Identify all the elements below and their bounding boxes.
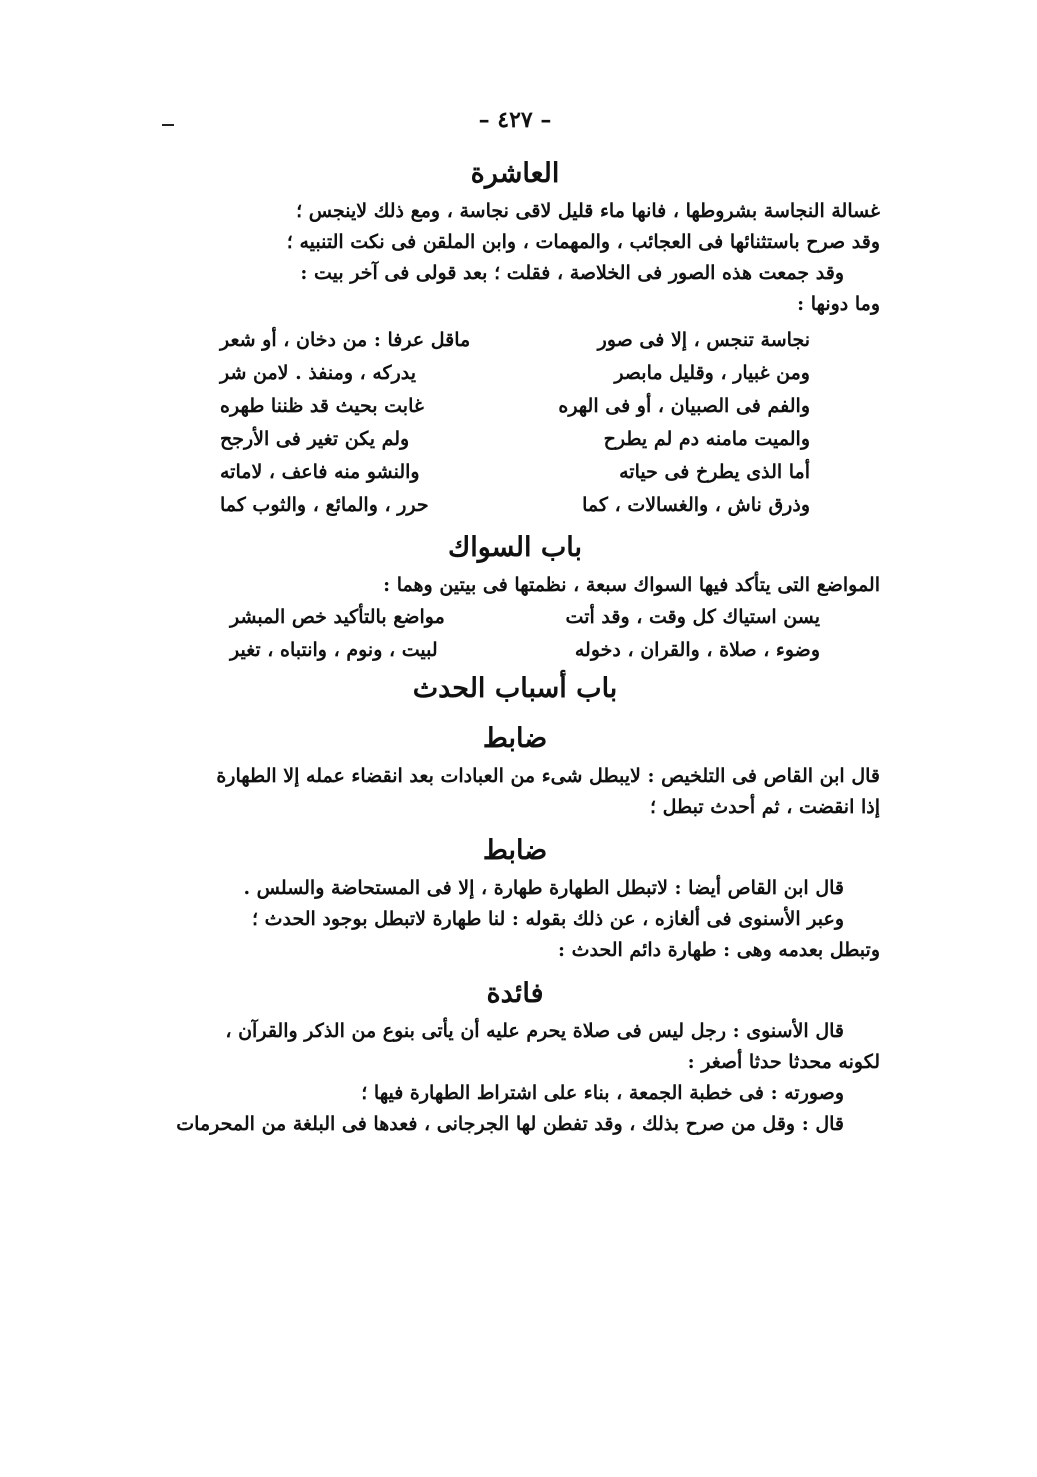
verse-line (230, 601, 820, 634)
section-heading-dabit-2: ضابط (482, 835, 548, 866)
verse-first-hemistich: وضوء ، صلاة ، والقران ، دخوله (574, 639, 820, 661)
verse-second-hemistich: غابت بحيث قد ظننا طهره (220, 395, 424, 417)
verse-second-hemistich: ولم يكن تغير فى الأرجح (220, 428, 410, 450)
verse-first-hemistich: وذرق ناش ، والغسالات ، كما (582, 494, 810, 516)
verse-first-hemistich: والفم فى الصبيان ، أو فى الهره (558, 395, 810, 417)
text-line: قال ابن القاص فى التلخيص : لايبطل شىء من العبادات بعد انقضاء عمله إلا الطهارة (216, 765, 880, 787)
section-heading-siwak: باب السواك (447, 532, 583, 563)
text-line: وقد صرح باستثنائها فى العجائب ، والمهمات ، وابن الملقن فى نكت التنبيه ؛ (286, 231, 880, 253)
verse-first-hemistich: أما الذى يطرخ فى حياته (619, 461, 810, 483)
verse-line (220, 324, 810, 357)
verse-second-hemistich: ماقل عرفا : من دخان ، أو شعر (220, 329, 471, 351)
text-line: المواضع التى يتأكد فيها السواك سبعة ، نظمتها فى بيتين وهما : (383, 574, 880, 596)
text-line: قال : وقل من صرح بذلك ، وقد تفطن لها الجرجانى ، فعدها فى البلغة من المحرمات (176, 1113, 844, 1135)
verse-second-hemistich: لبيت ، ونوم ، وانتباه ، تغير (230, 639, 438, 661)
verse-line (220, 423, 810, 456)
verse-line (220, 357, 810, 390)
verse-first-hemistich: والميت مامنه دم لم يطرح (603, 428, 810, 450)
verse-line (230, 634, 820, 667)
page-number: – ٤٢٧ – (478, 107, 552, 133)
verse-line (220, 390, 810, 423)
text-line: قال ابن القاص أيضا : لاتبطل الطهارة طهارة ، إلا فى المستحاضة والسلس . (243, 877, 844, 899)
verse-second-hemistich: والنشو منه فاعف ، لاماته (220, 461, 420, 483)
text-line: لكونه محدثا حدثا أصغر : (687, 1051, 880, 1073)
section-heading-tenth: العاشرة (470, 158, 560, 189)
section-heading-dabit-1: ضابط (482, 723, 548, 754)
text-line: قال الأسنوى : رجل ليس فى صلاة يحرم عليه أن يأتى بنوع من الذكر والقرآن ، (225, 1020, 844, 1042)
verse-second-hemistich: حرر ، والمائع ، والثوب كما (220, 494, 429, 516)
verse-first-hemistich: ومن غبيار ، وقليل مابصر (614, 362, 810, 384)
text-line: غسالة النجاسة بشروطها ، فانها ماء قليل لاقى نجاسة ، ومع ذلك لاينجس ؛ (296, 200, 880, 222)
section-heading-faida: فائدة (486, 978, 544, 1009)
verse-first-hemistich: نجاسة تنجس ، إلا فى صور (597, 329, 810, 351)
poem-siwak (150, 601, 880, 667)
verse-second-hemistich: يدركه ، ومنفذ . لامن شر (220, 362, 417, 384)
book-page (150, 100, 880, 1430)
verse-line (220, 456, 810, 489)
verse-first-hemistich: يسن استياك كل وقت ، وقد أتت (565, 606, 820, 628)
text-line: وصورته : فى خطبة الجمعة ، بناء على اشتراط الطهارة فيها ؛ (361, 1082, 844, 1104)
text-line: وعبر الأسنوى فى ألغازه ، عن ذلك بقوله : لنا طهارة لاتبطل بوجود الحدث ؛ (251, 908, 844, 930)
verse-line (220, 489, 810, 522)
text-line: وقد جمعت هذه الصور فى الخلاصة ، فقلت ؛ بعد قولى فى آخر بيت : (300, 262, 844, 284)
text-line: وتبطل بعدمه وهى : طهارة دائم الحدث : (558, 939, 880, 961)
verse-second-hemistich: مواضع بالتأكيد خص المبشر (230, 606, 445, 628)
text-line: إذا انقضت ، ثم أحدث تبطل ؛ (649, 796, 880, 818)
poem-tenth (150, 320, 880, 526)
text-line: وما دونها : (797, 293, 880, 315)
section-heading-hadath: باب أسباب الحدث (412, 673, 618, 704)
